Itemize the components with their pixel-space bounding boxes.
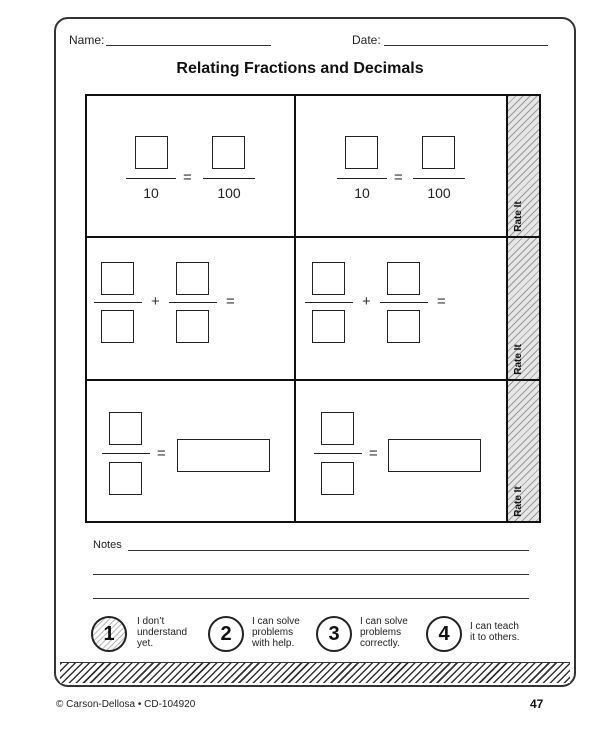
rating-2-circle[interactable]: 2 bbox=[208, 616, 244, 652]
page-number: 47 bbox=[530, 697, 544, 711]
rating-4-circle[interactable]: 4 bbox=[426, 616, 462, 652]
numerator-box[interactable] bbox=[176, 262, 209, 295]
date-label: Date: bbox=[352, 33, 381, 47]
fraction-bar bbox=[380, 302, 428, 303]
rating-3-description: I can solve problems correctly. bbox=[360, 616, 408, 649]
numerator-box[interactable] bbox=[109, 412, 142, 445]
row-divider bbox=[85, 379, 541, 381]
numerator-box[interactable] bbox=[422, 136, 455, 169]
notes-label: Notes bbox=[93, 539, 122, 551]
decimal-answer-box[interactable] bbox=[177, 439, 270, 472]
equals-sign: = bbox=[157, 445, 166, 462]
rating-3-circle[interactable]: 3 bbox=[316, 616, 352, 652]
rating-1-description: I don’t understand yet. bbox=[137, 616, 188, 649]
decimal-answer-box[interactable] bbox=[388, 439, 481, 472]
rate-it-label-2: Rate It bbox=[512, 344, 524, 375]
page-title: Relating Fractions and Decimals bbox=[176, 60, 424, 77]
fraction-bar bbox=[94, 302, 142, 303]
numerator-box[interactable] bbox=[321, 412, 354, 445]
fraction-bar bbox=[413, 178, 465, 179]
numerator-box[interactable] bbox=[387, 262, 420, 295]
fraction-bar bbox=[337, 178, 387, 179]
fraction-bar bbox=[126, 178, 176, 179]
equals-sign: = bbox=[369, 445, 378, 462]
numerator-box[interactable] bbox=[312, 262, 345, 295]
rate-column bbox=[506, 96, 539, 521]
denominator-box[interactable] bbox=[387, 310, 420, 343]
notes-line[interactable] bbox=[93, 598, 529, 599]
numerator-box[interactable] bbox=[135, 136, 168, 169]
row-divider bbox=[85, 236, 541, 238]
equals-sign: = bbox=[437, 293, 446, 310]
rating-4-description: I can teach it to others. bbox=[470, 621, 520, 643]
rate-it-label-1: Rate It bbox=[512, 201, 524, 232]
fraction-bar bbox=[305, 302, 353, 303]
decorative-hatch-bar bbox=[60, 662, 570, 683]
denominator: 100 bbox=[217, 185, 241, 201]
plus-sign: + bbox=[362, 293, 371, 310]
denominator-box[interactable] bbox=[312, 310, 345, 343]
copyright-text: © Carson-Dellosa • CD-104920 bbox=[56, 699, 196, 710]
fraction-bar bbox=[314, 453, 362, 454]
denominator-box[interactable] bbox=[109, 462, 142, 495]
rating-1-circle[interactable]: 1 bbox=[91, 616, 127, 652]
denominator-box[interactable] bbox=[101, 310, 134, 343]
numerator-box[interactable] bbox=[345, 136, 378, 169]
denominator-box[interactable] bbox=[176, 310, 209, 343]
name-label: Name: bbox=[69, 33, 105, 47]
equals-sign: = bbox=[183, 169, 192, 186]
numerator-box[interactable] bbox=[212, 136, 245, 169]
name-field[interactable] bbox=[106, 45, 271, 46]
denominator: 10 bbox=[354, 185, 370, 201]
column-divider bbox=[294, 94, 296, 523]
rating-2-description: I can solve problems with help. bbox=[252, 616, 300, 649]
rate-it-label-3: Rate It bbox=[512, 486, 524, 517]
fraction-bar bbox=[102, 453, 150, 454]
notes-line[interactable] bbox=[128, 550, 529, 551]
denominator: 100 bbox=[427, 185, 451, 201]
numerator-box[interactable] bbox=[101, 262, 134, 295]
notes-line[interactable] bbox=[93, 574, 529, 575]
fraction-bar bbox=[203, 178, 255, 179]
date-field[interactable] bbox=[384, 45, 548, 46]
denominator: 10 bbox=[143, 185, 159, 201]
equals-sign: = bbox=[394, 169, 403, 186]
plus-sign: + bbox=[151, 293, 160, 310]
equals-sign: = bbox=[226, 293, 235, 310]
fraction-bar bbox=[169, 302, 217, 303]
denominator-box[interactable] bbox=[321, 462, 354, 495]
